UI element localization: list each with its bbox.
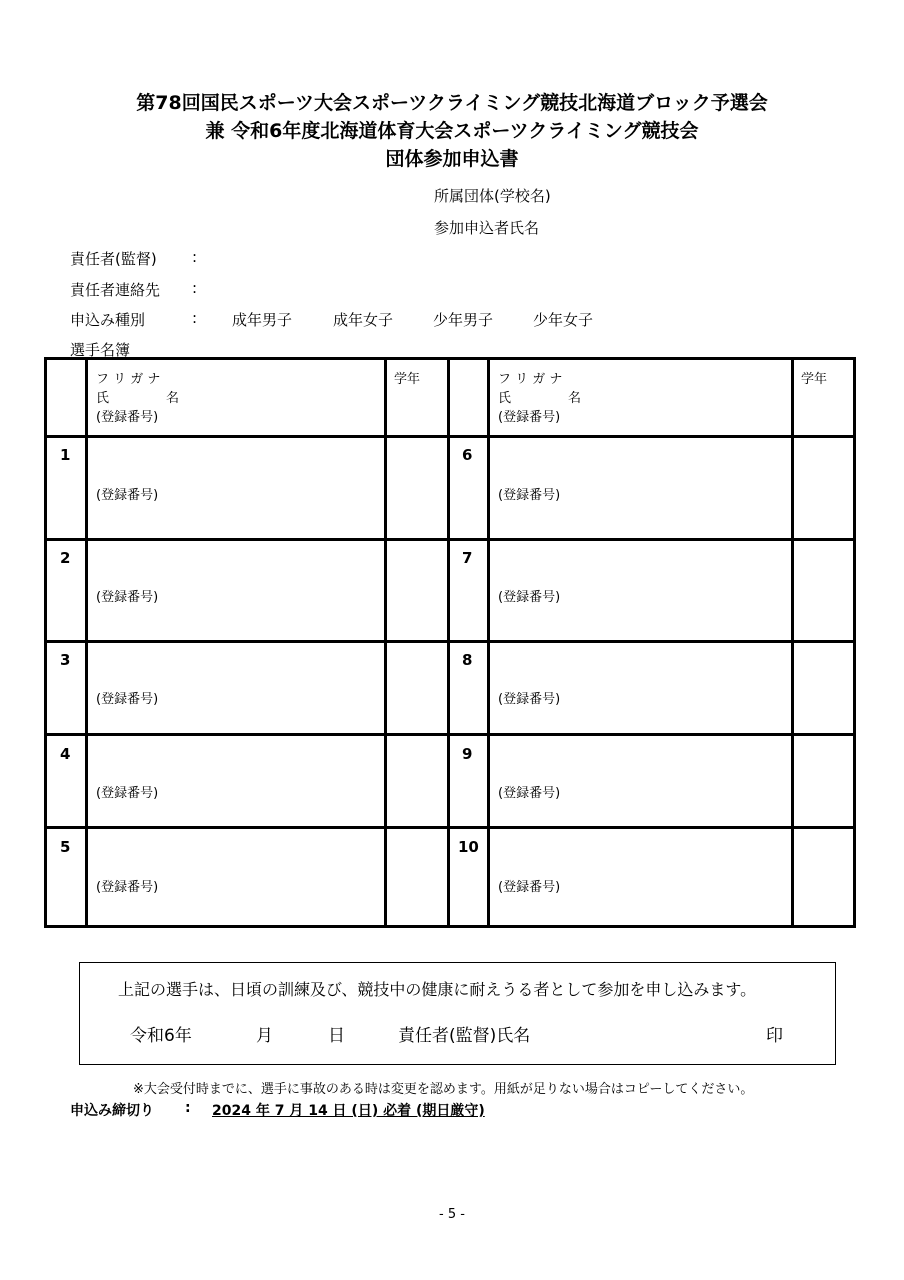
deadline-label: 申込み締切り [70, 1103, 154, 1119]
roster-table [44, 357, 856, 928]
row-number: 10 [458, 838, 479, 856]
category-option[interactable]: 成年男子 [232, 311, 293, 329]
reg-no-label: (登録番号) [96, 786, 159, 801]
header-name-left: 氏 [498, 391, 512, 406]
seal-mark: 印 [766, 1026, 783, 1046]
header-name-right: 名 [166, 391, 180, 406]
reg-no-label: (登録番号) [96, 880, 159, 895]
manager-colon: : [192, 248, 198, 266]
grid-line [47, 435, 853, 438]
header-grade: 学年 [801, 372, 828, 387]
title-line-3: 団体参加申込書 [385, 148, 519, 170]
category-label: 申込み種別 [70, 311, 146, 329]
header-name-right: 名 [568, 391, 582, 406]
row-number: 7 [462, 549, 473, 567]
grid-line [47, 733, 853, 736]
pledge-day: 日 [328, 1026, 345, 1046]
row-number: 8 [462, 651, 473, 669]
reg-no-label: (登録番号) [498, 786, 561, 801]
header-grade: 学年 [394, 372, 421, 387]
category-option[interactable]: 少年女子 [533, 311, 594, 329]
reg-no-label: (登録番号) [96, 590, 159, 605]
category-colon: : [192, 309, 198, 327]
row-number: 9 [462, 745, 473, 763]
deadline-value: 2024 年 7 月 14 日 (日) 必着 (期日厳守) [212, 1103, 485, 1119]
header-name-left: 氏 [96, 391, 110, 406]
reg-no-label: (登録番号) [96, 488, 159, 503]
pledge-box [79, 962, 836, 1065]
header-furigana: フ リ ガ ナ [96, 372, 161, 387]
reg-no-label: (登録番号) [498, 488, 561, 503]
row-number: 5 [60, 838, 71, 856]
grid-line [47, 538, 853, 541]
category-option[interactable]: 成年女子 [333, 311, 394, 329]
row-number: 6 [462, 446, 473, 464]
pledge-statement: 上記の選手は、日頃の訓練及び、競技中の健康に耐えうる者として参加を申し込みます。 [118, 980, 757, 999]
grid-line [47, 826, 853, 829]
contact-label: 責任者連絡先 [70, 281, 161, 299]
pledge-era-year: 令和6年 [130, 1026, 192, 1046]
roster-caption: 選手名簿 [70, 341, 131, 359]
pledge-signer-label: 責任者(監督)氏名 [398, 1026, 531, 1046]
header-reg-no: (登録番号) [498, 410, 561, 425]
contact-colon: : [192, 279, 198, 297]
title-line-1: 第78回国民スポーツ大会スポーツクライミング競技北海道ブロック予選会 [136, 92, 768, 114]
footer-note: ※大会受付時までに、選手に事故のある時は変更を認めます。用紙が足りない場合はコピーしてください。 [133, 1082, 754, 1097]
org-label: 所属団体(学校名) [434, 187, 551, 205]
pledge-month: 月 [256, 1026, 273, 1046]
deadline-colon: : [185, 1100, 191, 1116]
reg-no-label: (登録番号) [96, 692, 159, 707]
header-reg-no: (登録番号) [96, 410, 159, 425]
grid-line [47, 640, 853, 643]
row-number: 3 [60, 651, 71, 669]
reg-no-label: (登録番号) [498, 692, 561, 707]
reg-no-label: (登録番号) [498, 880, 561, 895]
row-number: 4 [60, 745, 71, 763]
row-number: 2 [60, 549, 71, 567]
page-number: - 5 - [439, 1207, 465, 1222]
title-line-2: 兼 令和6年度北海道体育大会スポーツクライミング競技会 [205, 120, 699, 142]
row-number: 1 [60, 446, 71, 464]
manager-label: 責任者(監督) [70, 250, 157, 268]
applicant-name-label: 参加申込者氏名 [434, 219, 540, 237]
reg-no-label: (登録番号) [498, 590, 561, 605]
category-option[interactable]: 少年男子 [433, 311, 494, 329]
header-furigana: フ リ ガ ナ [498, 372, 563, 387]
